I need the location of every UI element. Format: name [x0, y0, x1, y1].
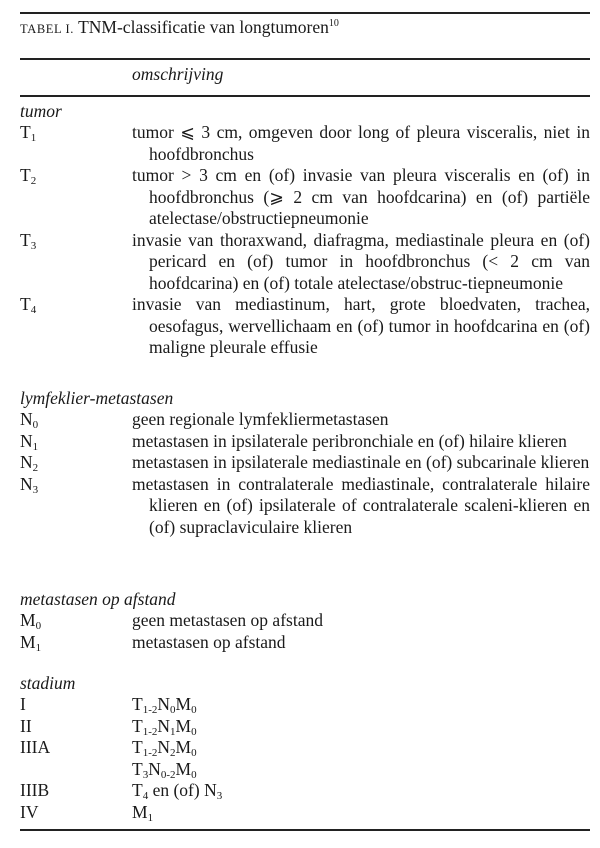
- row-description: metastasen op afstand: [132, 631, 286, 652]
- row-code: $N_2$: [20, 452, 39, 474]
- header-rule: [20, 95, 590, 97]
- row-description: metastasen in ipsilaterale mediastinale en (of) subcarinale klieren: [132, 452, 590, 472]
- table-row: [20, 294, 590, 359]
- section-tumor: [20, 100, 590, 359]
- stadium-code: IV: [20, 801, 39, 822]
- stadium-code: IIIB: [20, 780, 50, 800]
- stadium-code: IIIA: [20, 737, 51, 757]
- section-title: tumor: [20, 101, 62, 121]
- caption-reference: 10: [328, 18, 339, 29]
- table-caption: [20, 17, 339, 38]
- stadium-tnm: $T_4$ en (of) $N_3$: [132, 780, 223, 802]
- stadium-tnm: $T_{1-2}N_0M_0$: [132, 694, 197, 716]
- bottom-rule: [20, 829, 590, 831]
- stadium-row: [20, 737, 590, 759]
- stadium-tnm: $T_{1-2}N_1M_0$: [132, 715, 197, 738]
- section-stadium: [20, 672, 590, 823]
- row-description: tumor > 3 cm en (of) invasie van pleura visceralis en (of) in hoofdbronchus (⩾ 2 cm van hoofdcarina) en (of) partiële atelectase/obstructiepneumonie: [132, 165, 590, 228]
- stadium-row: [20, 694, 590, 716]
- row-description: geen regionale lymfekliermetastasen: [132, 409, 389, 429]
- stadium-tnm: $T_3N_{0-2}M_0$: [132, 758, 197, 781]
- stadium-code: II: [20, 715, 32, 736]
- row-code: $T_3$: [20, 229, 37, 252]
- row-description: invasie van thoraxwand, diafragma, mediastinale pleura en (of) pericard en (of) tumor in hoofdbronchus (< 2 cm van hoofdcarina) en (of) totale atelectase/obstruc-tiepneumonie: [132, 229, 590, 293]
- stadium-row: [20, 802, 590, 824]
- table-row: [20, 452, 590, 474]
- column-header: omschrijving: [132, 64, 224, 84]
- row-code: $N_3$: [20, 473, 39, 496]
- table-row: [20, 165, 590, 230]
- stadium-row: [20, 780, 590, 802]
- stadium-tnm: $T_{1-2}N_2M_0$: [132, 737, 197, 759]
- section-title: lymfeklier-metastasen: [20, 388, 174, 408]
- table-row: [20, 474, 590, 539]
- section-metastasen-op-afstand: [20, 588, 590, 653]
- table-row: [20, 431, 590, 453]
- stadium-tnm: $M_1$: [132, 801, 154, 824]
- table-row: [20, 122, 590, 165]
- row-code: $T_2$: [20, 165, 37, 187]
- row-code: $T_1$: [20, 122, 37, 144]
- row-code: $N_1$: [20, 430, 39, 453]
- caption-rule: [20, 58, 590, 60]
- section-lymfeklier-metastasen: [20, 387, 590, 538]
- caption-title: TNM-classificatie van longtumoren: [78, 17, 329, 37]
- table-row: [20, 230, 590, 295]
- caption-label: TABEL I.: [20, 22, 75, 36]
- table-row: [20, 610, 590, 632]
- row-code: $M_1$: [20, 631, 42, 654]
- stadium-code: I: [20, 694, 26, 714]
- row-description: tumor ⩽ 3 cm, omgeven door long of pleura visceralis, niet in hoofdbronchus: [132, 122, 590, 164]
- section-title: stadium: [20, 673, 76, 693]
- row-description: invasie van mediastinum, hart, grote bloedvaten, trachea, oesofagus, wervellichaam en (of) tumor in hoofdcarina en (of) maligne pleurale effusie: [132, 294, 590, 357]
- top-rule: [20, 12, 590, 14]
- row-code: $T_4$: [20, 294, 37, 316]
- table-row: [20, 632, 590, 654]
- table-row: [20, 409, 590, 431]
- section-title: metastasen op afstand: [20, 589, 176, 609]
- row-code: $N_0$: [20, 409, 39, 431]
- row-description: metastasen in ipsilaterale peribronchiale en (of) hilaire klieren: [132, 430, 567, 451]
- stadium-row: [20, 716, 590, 738]
- stadium-code: [20, 759, 132, 781]
- row-description: metastasen in contralaterale mediastinale, contralaterale hilaire klieren en (of) ipsilaterale of contralaterale scaleni-klieren en (of) supraclaviculaire klieren: [132, 473, 590, 537]
- row-code: $M_0$: [20, 610, 42, 632]
- row-description: geen metastasen op afstand: [132, 610, 323, 630]
- stadium-row: [20, 759, 590, 781]
